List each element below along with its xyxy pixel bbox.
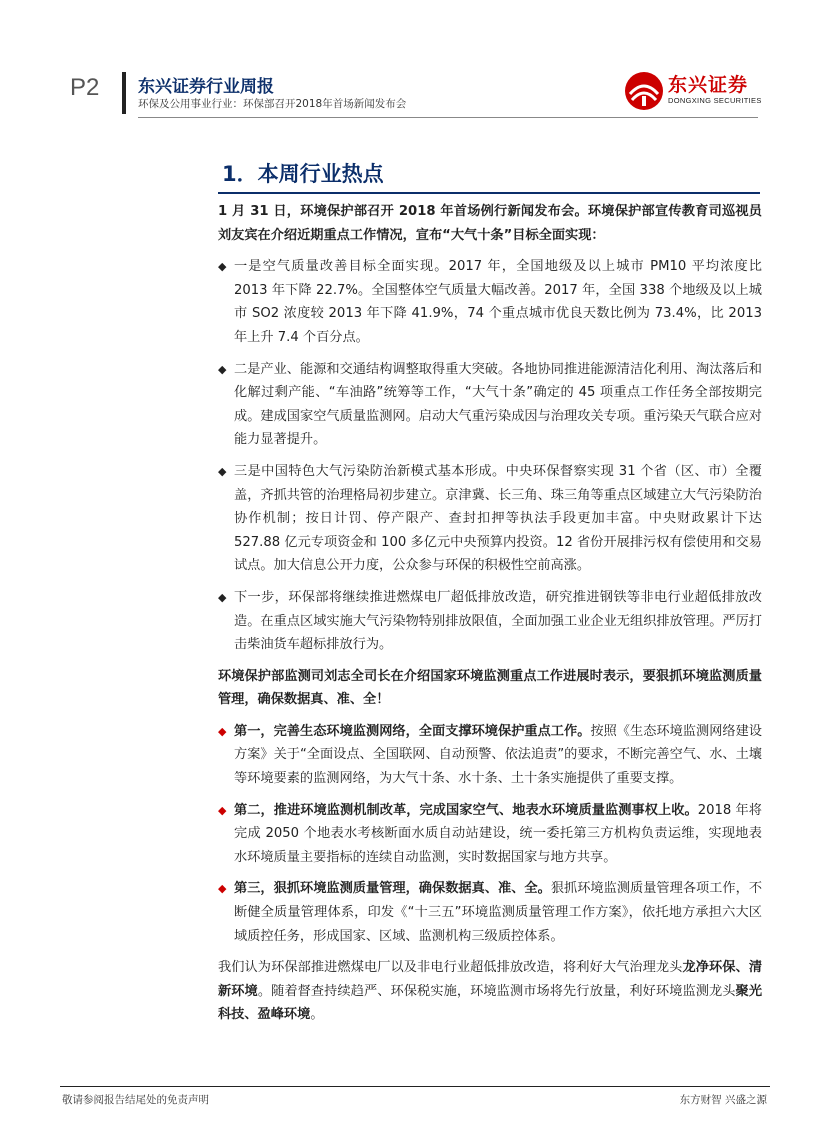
conclusion-text-c: 。 [310,1007,324,1023]
list-item-heading: 第二，推进环境监测机制改革，完成国家空气、地表水环境质量监测事权上收。 [234,802,698,818]
list-item [218,358,762,452]
conclusion-text-a: 我们认为环保部推进燃煤电厂以及非电行业超低排放改造，将利好大气治理龙头 [218,960,683,976]
list-item-text: 三是中国特色大气污染防治新模式基本形成。中央环保督察实现 31 个省（区、市）全覆盖，齐抓共管的治理格局初步建立。京津冀、长三角、珠三角等重点区域建立大气污染防治协作机制；按日计罚、停产限产、查封扣押等执法手段更加丰富。中央财政累计下达 527.88 亿元专项资金和 100 多亿元中央预算内投资。12 省份开展排污权有偿使用和交易试点。加大信息公开力度，公众参与环保的积极性空前高涨。 [234,463,762,574]
diamond-bullet-icon: ◆ [218,882,227,896]
footer-slogan: 东方财智 兴盛之源 [679,1094,767,1106]
conclusion-stocks-a: 龙净环保、清新环境 [218,960,763,999]
conclusion-paragraph [218,956,762,1027]
list-item-text: 二是产业、能源和交通结构调整取得重大突破。各地协同推进能源清洁化利用、淘汰落后和化解过剩产能、“车油路”统筹等工作，“大气十条”确定的 45 项重点工作任务全部按期完成。建成国家空气质量监测网。启动大气重污染成因与治理攻关专项。重污染天气联合应对能力显著提升。 [234,361,762,448]
list-item-text: 按照《生态环境监测网络建设方案》关于“全面设点、全国联网、自动预警、依法追责”的要求，不断完善空气、水、土壤等环境要素的监测网络，为大气十条、水十条、土十条实施提供了重要支撑。 [234,723,762,787]
header-divider-bar [122,72,126,114]
intro-paragraph-1: 1 月 31 日，环境保护部召开 2018 年首场例行新闻发布会。环境保护部宣传教育司巡视员刘友宾在介绍近期重点工作情况，宣布“大气十条”目标全面实现： [218,204,762,243]
report-subtitle: 环保及公用事业行业：环保部召开2018年首场新闻发布会 [138,98,407,110]
page-number: P2 [70,74,100,101]
footer-rule [60,1086,770,1087]
list-item-text: 狠抓环境监测质量管理各项工作，不断健全质量管理体系，印发《“十三五”环境监测质量管理工作方案》，依托地方承担六大区域质控任务，形成国家、区域、监测机构三级质控体系。 [234,881,763,944]
intro-paragraph-2: 环境保护部监测司刘志全司长在介绍国家环境监测重点工作进展时表示，要狠抓环境监测质量管理，确保数据真、准、全！ [218,668,762,708]
diamond-bullet-icon: ◆ [218,260,227,274]
section-title: 1．本周行业热点 [222,162,384,186]
list-item [218,720,762,791]
list-item-text: 2018 年将完成 2050 个地表水考核断面水质自动站建设，统一委托第三方机构负责运维，实现地表水环境质量主要指标的连续自动监测，实时数据国家与地方共享。 [234,802,762,865]
diamond-bullet-icon: ◆ [218,464,227,478]
logo-text-cn: 东兴证券 [668,74,749,96]
list-item-heading: 第一，完善生态环境监测网络，全面支撑环境保护重点工作。 [234,723,591,739]
list-item [218,460,762,578]
diamond-bullet-icon: ◆ [218,590,227,604]
conclusion-stocks-b: 聚光科技、盈峰环境 [218,983,763,1023]
logo-text-en: DONGXING SECURITIES [668,96,762,105]
list-item [218,255,762,349]
diamond-bullet-icon: ◆ [218,362,227,376]
diamond-bullet-icon: ◆ [218,803,227,817]
list-item [218,799,762,870]
list-item [218,586,762,657]
conclusion-text-b: 。随着督查持续趋严、环保税实施，环境监测市场将先行放量，利好环境监测龙头 [257,983,736,999]
diamond-bullet-icon: ◆ [218,724,227,738]
list-item [218,877,762,948]
footer-disclaimer: 敬请参阅报告结尾处的免责声明 [62,1094,209,1106]
header-rule [138,117,758,118]
list-item-heading: 第三，狠抓环境监测质量管理，确保数据真、准、全。 [234,881,551,897]
list-item-text: 下一步，环保部将继续推进燃煤电厂超低排放改造，研究推进钢铁等非电行业超低排放改造。在重点区域实施大气污染物特别排放限值，全面加强工业企业无组织排放管理。严厉打击柴油货车超标排放行为。 [234,589,762,653]
report-title: 东兴证券行业周报 [138,77,274,97]
list-item-text: 一是空气质量改善目标全面实现。2017 年，全国地级及以上城市 PM10 平均浓度比 2013 年下降 22.7%。全国整体空气质量大幅改善。2017 年，全国 338 个地级及以上城市 SO2 浓度较 2013 年下降 41.9%，74 个重点城市优良天数比例为 73.4%，比 2013 年上升 7.4 个百分点。 [234,259,762,345]
section-rule [218,192,760,194]
report-body [218,200,762,1027]
